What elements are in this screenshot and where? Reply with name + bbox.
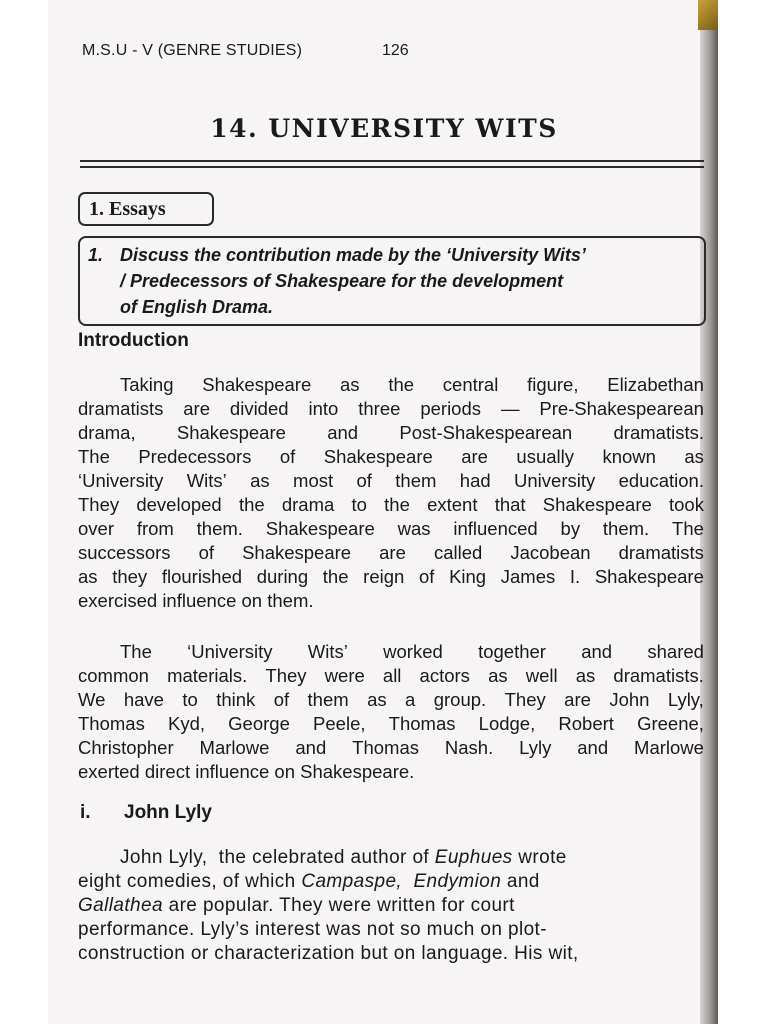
- text-line: [78, 565, 704, 589]
- word: the: [388, 374, 415, 395]
- text-span: eight comedies, of which: [78, 871, 302, 892]
- question-line: / Predecessors of Shakespeare for the development: [120, 271, 564, 291]
- word: most: [293, 470, 334, 491]
- word: Robert: [558, 713, 614, 734]
- word: of: [273, 689, 290, 710]
- word: Shakespeare: [323, 446, 433, 467]
- word: them.: [602, 518, 650, 539]
- word: them: [307, 689, 349, 710]
- word: University: [514, 470, 596, 491]
- word: James: [500, 566, 556, 587]
- word: the: [384, 494, 410, 515]
- word: Elizabethan: [607, 374, 704, 395]
- word: as: [78, 566, 98, 587]
- word: as: [488, 665, 508, 686]
- word: dramatists: [78, 398, 164, 419]
- word: Post-Shakespearean: [399, 422, 573, 443]
- word: Nash.: [444, 737, 494, 758]
- text-line: exerted direct influence on Shakespeare.: [78, 761, 415, 782]
- word: are: [564, 689, 591, 710]
- word: think: [216, 689, 256, 710]
- text-line: [78, 846, 704, 870]
- word: Pre-Shakespearean: [539, 398, 704, 419]
- text-line: [78, 373, 704, 397]
- word: of: [279, 446, 296, 467]
- word: three: [358, 398, 401, 419]
- word: and: [327, 422, 359, 443]
- running-head: M.S.U - V (GENRE STUDIES): [82, 42, 303, 59]
- word: actors: [419, 665, 470, 686]
- word: them: [395, 470, 437, 491]
- word: ‘University: [187, 641, 273, 662]
- john-lyly-paragraph: [78, 846, 704, 966]
- word: by: [560, 518, 581, 539]
- word: was: [397, 518, 431, 539]
- section-label-essays: [78, 192, 214, 226]
- word: took: [668, 494, 704, 515]
- word: Taking: [120, 374, 174, 395]
- word: Shakespeare: [542, 494, 652, 515]
- word: called: [433, 542, 483, 563]
- word: Kyd,: [167, 713, 206, 734]
- word: successors: [78, 542, 171, 563]
- word: We: [78, 689, 106, 710]
- word: extent: [427, 494, 478, 515]
- word: the: [322, 566, 349, 587]
- word: central: [442, 374, 499, 395]
- word: dramatists.: [613, 422, 704, 443]
- word: Thomas: [78, 713, 145, 734]
- word: I.: [569, 566, 581, 587]
- text-span: and: [501, 871, 540, 892]
- question-box: [78, 236, 706, 326]
- introduction-paragraph-1: [78, 373, 704, 613]
- word: reign: [363, 566, 405, 587]
- word: Marlowe: [634, 737, 704, 758]
- word: drama,: [78, 422, 136, 443]
- word: as: [575, 665, 596, 686]
- book-title-endymion: Endymion: [413, 871, 502, 892]
- word: John: [609, 689, 650, 710]
- word: Marlowe: [199, 737, 270, 758]
- word: Wits’: [186, 470, 227, 491]
- text-line: [78, 688, 704, 712]
- word: had: [459, 470, 491, 491]
- word: materials.: [167, 665, 248, 686]
- word: to: [351, 494, 367, 515]
- word: Thomas: [352, 737, 419, 758]
- word: together: [478, 641, 546, 662]
- word: Shakespeare: [594, 566, 704, 587]
- word: They: [504, 689, 546, 710]
- word: ‘University: [78, 470, 164, 491]
- word: of: [418, 566, 435, 587]
- word: as: [250, 470, 270, 491]
- page-number: 126: [382, 42, 409, 59]
- word: Shakespeare: [176, 422, 286, 443]
- text-line: [78, 397, 704, 421]
- word: that: [494, 494, 526, 515]
- section-label-text: 1. Essays: [89, 197, 166, 220]
- word: as: [340, 374, 360, 395]
- chapter-title: 14. UNIVERSITY WITS: [210, 114, 558, 143]
- word: They: [265, 665, 307, 686]
- word: Thomas: [388, 713, 456, 734]
- word: The: [120, 641, 152, 662]
- text-span: are popular. They were written for court: [162, 895, 515, 916]
- word: are: [379, 542, 406, 563]
- subsection-title: John Lyly: [124, 802, 212, 823]
- word: of: [198, 542, 215, 563]
- text-line: [78, 445, 704, 469]
- word: all: [382, 665, 402, 686]
- book-cover-corner: [698, 0, 718, 30]
- text-span: [402, 870, 413, 894]
- text-line: [78, 712, 704, 736]
- word: usually: [516, 446, 574, 467]
- word: are: [461, 446, 488, 467]
- word: during: [256, 566, 309, 587]
- text-line: [78, 640, 704, 664]
- word: into: [308, 398, 339, 419]
- word: Predecessors: [138, 446, 252, 467]
- text-line: [78, 469, 704, 493]
- introduction-heading: Introduction: [78, 330, 189, 351]
- word: have: [123, 689, 164, 710]
- word: known: [602, 446, 656, 467]
- word: Lodge,: [478, 713, 536, 734]
- subsection-john-lyly: [80, 802, 212, 824]
- word: George: [228, 713, 290, 734]
- word: shared: [647, 641, 704, 662]
- text-span: John Lyly, the celebrated author of: [120, 847, 435, 868]
- word: from: [136, 518, 174, 539]
- subsection-marker: i.: [80, 802, 91, 823]
- word: worked: [383, 641, 443, 662]
- word: education.: [618, 470, 704, 491]
- text-line: [78, 421, 704, 445]
- word: common: [78, 665, 149, 686]
- title-rule-bottom: [80, 166, 704, 168]
- text-span: wrote: [512, 847, 567, 868]
- word: The: [78, 446, 110, 467]
- word: and: [295, 737, 327, 758]
- question-number: 1.: [88, 245, 104, 265]
- text-line: exercised influence on them.: [78, 590, 314, 611]
- word: as: [684, 446, 704, 467]
- text-line: [78, 664, 704, 688]
- word: figure,: [527, 374, 579, 395]
- word: Shakespeare: [202, 374, 312, 395]
- text-line: [78, 493, 704, 517]
- word: are: [183, 398, 210, 419]
- introduction-paragraph-2: [78, 640, 704, 784]
- text-line: [78, 517, 704, 541]
- word: They: [78, 494, 120, 515]
- word: The: [672, 518, 704, 539]
- text-line: [78, 870, 704, 894]
- word: Wits’: [307, 641, 348, 662]
- word: drama: [281, 494, 335, 515]
- word: to: [182, 689, 198, 710]
- word: of: [356, 470, 372, 491]
- text-line: [78, 736, 704, 760]
- word: the: [238, 494, 265, 515]
- word: Jacobean: [510, 542, 591, 563]
- book-title-gallathea: Gallathea: [78, 895, 163, 916]
- word: —: [500, 398, 520, 419]
- question-text: [120, 242, 586, 324]
- word: Shakespeare: [265, 518, 375, 539]
- word: dramatists: [618, 542, 704, 563]
- word: Christopher: [78, 737, 174, 758]
- text-line: [78, 894, 704, 918]
- word: periods: [420, 398, 482, 419]
- word: a: [405, 689, 416, 710]
- word: were: [324, 665, 365, 686]
- word: influenced: [453, 518, 538, 539]
- text-line: [78, 541, 704, 565]
- word: group.: [433, 689, 487, 710]
- title-rule-top: [80, 160, 704, 162]
- word: as: [367, 689, 387, 710]
- word: flourished: [161, 566, 243, 587]
- question-line: Discuss the contribution made by the ‘University Wits’: [120, 245, 586, 265]
- text-line: construction or characterization but on language. His wit,: [78, 943, 579, 964]
- word: them.: [196, 518, 243, 539]
- word: and: [581, 641, 613, 662]
- word: Greene,: [637, 713, 704, 734]
- word: Lyly: [519, 737, 552, 758]
- word: they: [112, 566, 148, 587]
- word: and: [577, 737, 609, 758]
- word: divided: [229, 398, 289, 419]
- word: over: [78, 518, 114, 539]
- word: Peele,: [313, 713, 366, 734]
- word: dramatists.: [613, 665, 704, 686]
- word: well: [525, 665, 558, 686]
- book-title-campaspe: Campaspe,: [301, 871, 403, 892]
- book-title-euphues: Euphues: [434, 847, 513, 868]
- text-line: performance. Lyly’s interest was not so much on plot-: [78, 919, 547, 940]
- word: Shakespeare: [242, 542, 352, 563]
- word: developed: [136, 494, 222, 515]
- word: King: [449, 566, 487, 587]
- question-line: of English Drama.: [120, 297, 274, 317]
- word: Lyly,: [667, 689, 704, 710]
